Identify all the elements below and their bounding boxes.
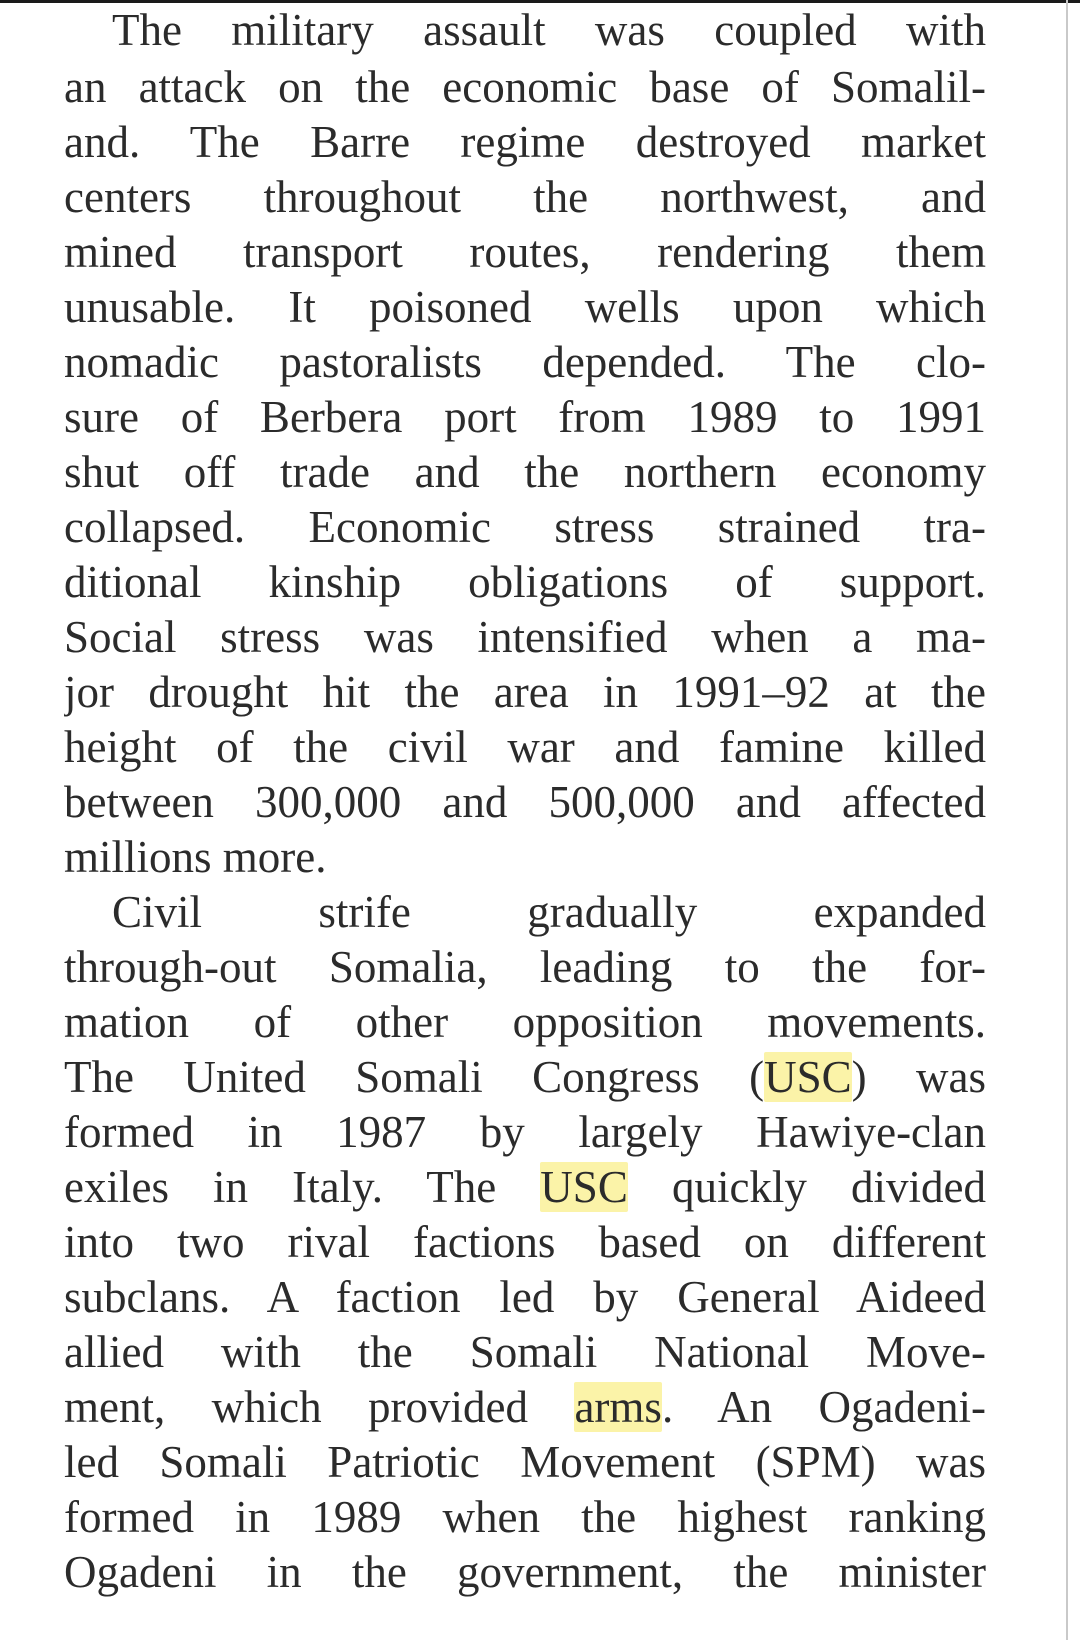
text-line: Ogadeni in the government, the minister	[64, 1547, 986, 1597]
text-line: and. The Barre regime destroyed market	[64, 117, 986, 167]
text-line: formed in 1987 by largely Hawiye-clan	[64, 1107, 986, 1157]
text-run: ) was	[851, 1052, 986, 1102]
text-line: formed in 1989 when the highest ranking	[64, 1492, 986, 1542]
search-highlight[interactable]: arms	[574, 1382, 662, 1432]
text-line: centers throughout the northwest, and	[64, 172, 986, 222]
text-run: The United Somali Congress (	[64, 1052, 765, 1102]
text-line: unusable. It poisoned wells upon which	[64, 282, 986, 332]
text-line: mation of other opposition movements.	[64, 997, 986, 1047]
document-page	[64, 0, 986, 1600]
text-run: exiles in Italy. The	[64, 1162, 541, 1212]
paragraph-1	[64, 0, 986, 885]
text-line: between 300,000 and 500,000 and affected	[64, 777, 986, 827]
text-run: quickly divided	[627, 1162, 986, 1212]
text-line: The military assault was coupled with	[112, 5, 986, 55]
text-line: mined transport routes, rendering them	[64, 227, 986, 277]
text-line: led Somali Patriotic Movement (SPM) was	[64, 1437, 986, 1487]
text-line: height of the civil war and famine killed	[64, 722, 986, 772]
text-line: into two rival factions based on different	[64, 1217, 986, 1267]
search-highlight[interactable]: USC	[540, 1162, 628, 1212]
right-border	[1066, 0, 1068, 1640]
paragraph-2	[64, 885, 986, 1600]
text-line: Social stress was intensified when a ma-	[64, 612, 986, 662]
text-line: collapsed. Economic stress strained tra-	[64, 502, 986, 552]
text-line: subclans. A faction led by General Aideed	[64, 1272, 986, 1322]
text-line: an attack on the economic base of Somalil-	[64, 62, 986, 112]
text-line: allied with the Somali National Move-	[64, 1327, 986, 1377]
text-run: ment, which provided	[64, 1382, 575, 1432]
text-line: sure of Berbera port from 1989 to 1991	[64, 392, 986, 442]
text-line: nomadic pastoralists depended. The clo-	[64, 337, 986, 387]
text-line	[64, 1380, 986, 1435]
text-run: . An Ogadeni-	[661, 1382, 986, 1432]
text-line: jor drought hit the area in 1991–92 at the	[64, 667, 986, 717]
text-line: through-out Somalia, leading to the for-	[64, 942, 986, 992]
text-line: ditional kinship obligations of support.	[64, 557, 986, 607]
text-line	[64, 1050, 986, 1105]
text-line	[64, 1160, 986, 1215]
text-line: shut off trade and the northern economy	[64, 447, 986, 497]
text-line: millions more.	[64, 832, 327, 882]
text-line: Civil strife gradually expanded	[112, 887, 986, 937]
search-highlight[interactable]: USC	[764, 1052, 852, 1102]
